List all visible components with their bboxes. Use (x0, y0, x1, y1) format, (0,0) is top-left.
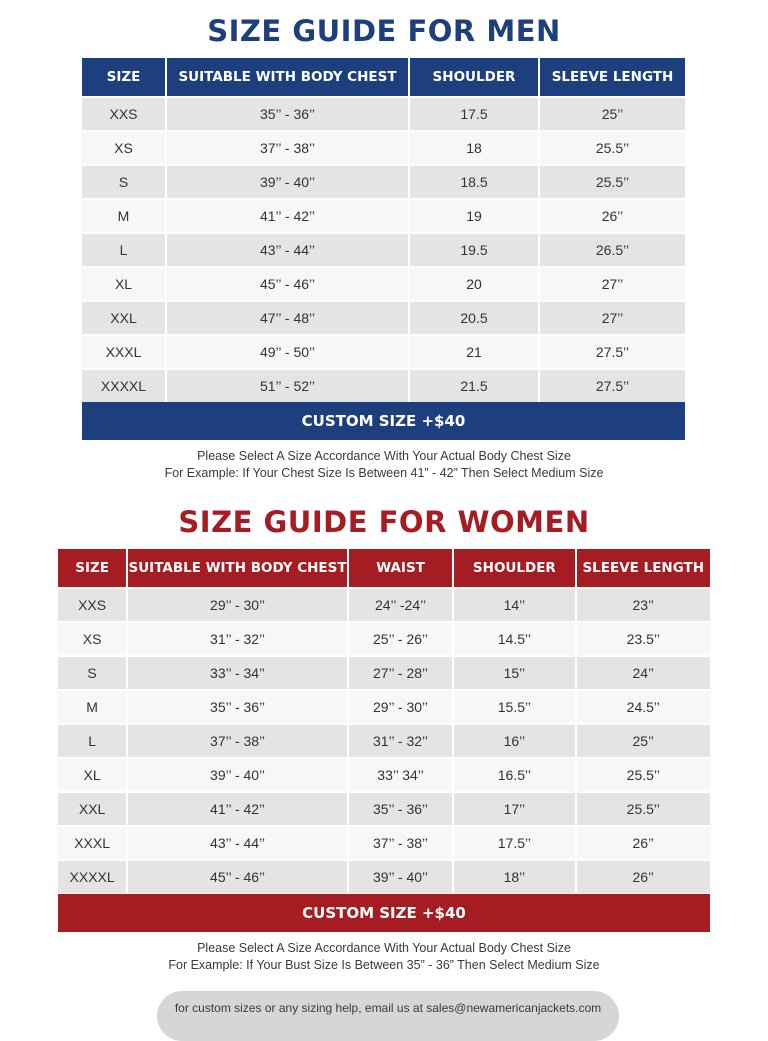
women-size-row (58, 861, 710, 893)
men-custom-size-banner: CUSTOM SIZE +$40 (82, 402, 685, 440)
women-table-cell: 24’’ -24’’ (349, 589, 452, 621)
women-table-cell: 16.5’’ (454, 759, 574, 791)
women-size-row (58, 725, 710, 757)
women-table-cell: 24’’ (577, 657, 710, 689)
men-header-sleeve: SLEEVE LENGTH (540, 58, 685, 96)
men-header-shoulder: SHOULDER (410, 58, 538, 96)
men-table-cell: 20.5 (410, 302, 538, 334)
men-table-cell: 45’’ - 46’’ (167, 268, 408, 300)
men-table-cell: XXL (82, 302, 165, 334)
women-table-cell: 17.5’’ (454, 827, 574, 859)
women-size-table (56, 547, 712, 895)
women-header-sleeve: SLEEVE LENGTH (577, 549, 710, 587)
men-table-cell: XXS (82, 98, 165, 130)
women-header-chest: SUITABLE WITH BODY CHEST (128, 549, 347, 587)
women-note-line-1: Please Select A Size Accordance With Your Actual Body Chest Size (197, 941, 571, 955)
women-table-cell: 26’’ (577, 861, 710, 893)
men-size-note (0, 448, 768, 482)
men-table-cell: 26.5’’ (540, 234, 685, 266)
women-table-cell: 15’’ (454, 657, 574, 689)
women-table-cell: 37’’ - 38’’ (128, 725, 347, 757)
men-table-cell: XXXL (82, 336, 165, 368)
women-table-cell: 23.5’’ (577, 623, 710, 655)
men-table-cell: 19 (410, 200, 538, 232)
men-table-cell: 20 (410, 268, 538, 300)
women-table-cell: 43’’ - 44’’ (128, 827, 347, 859)
men-size-table (80, 56, 687, 404)
men-size-row (82, 98, 685, 130)
women-table-cell: 25.5’’ (577, 793, 710, 825)
men-table-cell: M (82, 200, 165, 232)
men-header-size: SIZE (82, 58, 165, 96)
women-table-cell: 41’’ - 42’’ (128, 793, 347, 825)
women-size-guide-title: SIZE GUIDE FOR WOMEN (178, 505, 590, 539)
women-size-row (58, 623, 710, 655)
women-table-cell: XL (58, 759, 126, 791)
men-table-cell: 27’’ (540, 268, 685, 300)
women-table-cell: 35’’ - 36’’ (349, 793, 452, 825)
women-table-cell: 29’’ - 30’’ (128, 589, 347, 621)
men-table-cell: 51’’ - 52’’ (167, 370, 408, 402)
women-table-cell: 39’’ - 40’’ (128, 759, 347, 791)
women-table-cell: 17’’ (454, 793, 574, 825)
women-table-cell: 39’’ - 40’’ (349, 861, 452, 893)
contact-footer: for custom sizes or any sizing help, email us at sales@newamericanjackets.com (157, 991, 619, 1041)
men-size-row (82, 132, 685, 164)
women-table-cell: XXXXL (58, 861, 126, 893)
women-table-cell: 25’’ (577, 725, 710, 757)
women-table-header-row (58, 549, 710, 587)
women-table-cell: 18’’ (454, 861, 574, 893)
men-table-cell: 37’’ - 38’’ (167, 132, 408, 164)
men-table-header-row (82, 58, 685, 96)
women-size-row (58, 827, 710, 859)
women-size-row (58, 759, 710, 791)
men-table-cell: 17.5 (410, 98, 538, 130)
women-table-cell: 31’’ - 32’’ (128, 623, 347, 655)
men-table-cell: 43’’ - 44’’ (167, 234, 408, 266)
women-table-cell: 33’’ 34’’ (349, 759, 452, 791)
women-table-cell: 37’’ - 38’’ (349, 827, 452, 859)
women-header-waist: WAIST (349, 549, 452, 587)
men-table-cell: 35’’ - 36’’ (167, 98, 408, 130)
women-note-line-2: For Example: If Your Bust Size Is Between 35” - 36” Then Select Medium Size (168, 958, 600, 972)
women-table-cell: XXL (58, 793, 126, 825)
women-table-cell: 24.5’’ (577, 691, 710, 723)
women-table-cell: XXS (58, 589, 126, 621)
women-table-cell: 25.5’’ (577, 759, 710, 791)
men-table-cell: 18 (410, 132, 538, 164)
men-table-cell: XS (82, 132, 165, 164)
men-size-row (82, 200, 685, 232)
men-table-cell: 25.5’’ (540, 132, 685, 164)
men-size-guide-title: SIZE GUIDE FOR MEN (207, 14, 561, 48)
men-note-line-1: Please Select A Size Accordance With Your Actual Body Chest Size (197, 449, 571, 463)
men-table-cell: 21 (410, 336, 538, 368)
women-size-row (58, 691, 710, 723)
men-table-cell: 25.5’’ (540, 166, 685, 198)
women-size-note (0, 940, 768, 974)
men-size-row (82, 336, 685, 368)
women-table-cell: 27’’ - 28’’ (349, 657, 452, 689)
men-size-row (82, 166, 685, 198)
women-table-cell: M (58, 691, 126, 723)
women-table-cell: 14’’ (454, 589, 574, 621)
women-table-cell: 25’’ - 26’’ (349, 623, 452, 655)
men-table-cell: 41’’ - 42’’ (167, 200, 408, 232)
women-size-row (58, 657, 710, 689)
women-table-cell: XS (58, 623, 126, 655)
men-table-cell: XXXXL (82, 370, 165, 402)
men-table-cell: 27’’ (540, 302, 685, 334)
women-table-cell: 15.5’’ (454, 691, 574, 723)
men-size-row (82, 268, 685, 300)
men-table-cell: 21.5 (410, 370, 538, 402)
men-table-cell: 27.5’’ (540, 370, 685, 402)
women-table-cell: S (58, 657, 126, 689)
women-table-cell: L (58, 725, 126, 757)
women-table-cell: 26’’ (577, 827, 710, 859)
women-size-row (58, 793, 710, 825)
women-table-cell: 31’’ - 32’’ (349, 725, 452, 757)
women-table-cell: 16’’ (454, 725, 574, 757)
men-size-row (82, 370, 685, 402)
women-table-cell: 14.5’’ (454, 623, 574, 655)
men-table-cell: 18.5 (410, 166, 538, 198)
men-table-cell: 49’’ - 50’’ (167, 336, 408, 368)
women-table-cell: 45’’ - 46’’ (128, 861, 347, 893)
men-table-cell: 27.5’’ (540, 336, 685, 368)
men-table-cell: S (82, 166, 165, 198)
men-table-cell: 25’’ (540, 98, 685, 130)
women-header-size: SIZE (58, 549, 126, 587)
women-table-cell: 35’’ - 36’’ (128, 691, 347, 723)
women-table-cell: 33’’ - 34’’ (128, 657, 347, 689)
men-size-row (82, 302, 685, 334)
men-table-cell: 39’’ - 40’’ (167, 166, 408, 198)
men-table-cell: 19.5 (410, 234, 538, 266)
women-table-cell: XXXL (58, 827, 126, 859)
women-size-row (58, 589, 710, 621)
men-header-chest: SUITABLE WITH BODY CHEST (167, 58, 408, 96)
men-size-row (82, 234, 685, 266)
men-table-cell: L (82, 234, 165, 266)
men-table-cell: 47’’ - 48’’ (167, 302, 408, 334)
men-table-cell: XL (82, 268, 165, 300)
women-custom-size-banner: CUSTOM SIZE +$40 (58, 894, 710, 932)
women-table-cell: 29’’ - 30’’ (349, 691, 452, 723)
men-table-cell: 26’’ (540, 200, 685, 232)
women-header-shoulder: SHOULDER (454, 549, 574, 587)
women-table-cell: 23’’ (577, 589, 710, 621)
men-note-line-2: For Example: If Your Chest Size Is Between 41” - 42” Then Select Medium Size (164, 466, 604, 480)
